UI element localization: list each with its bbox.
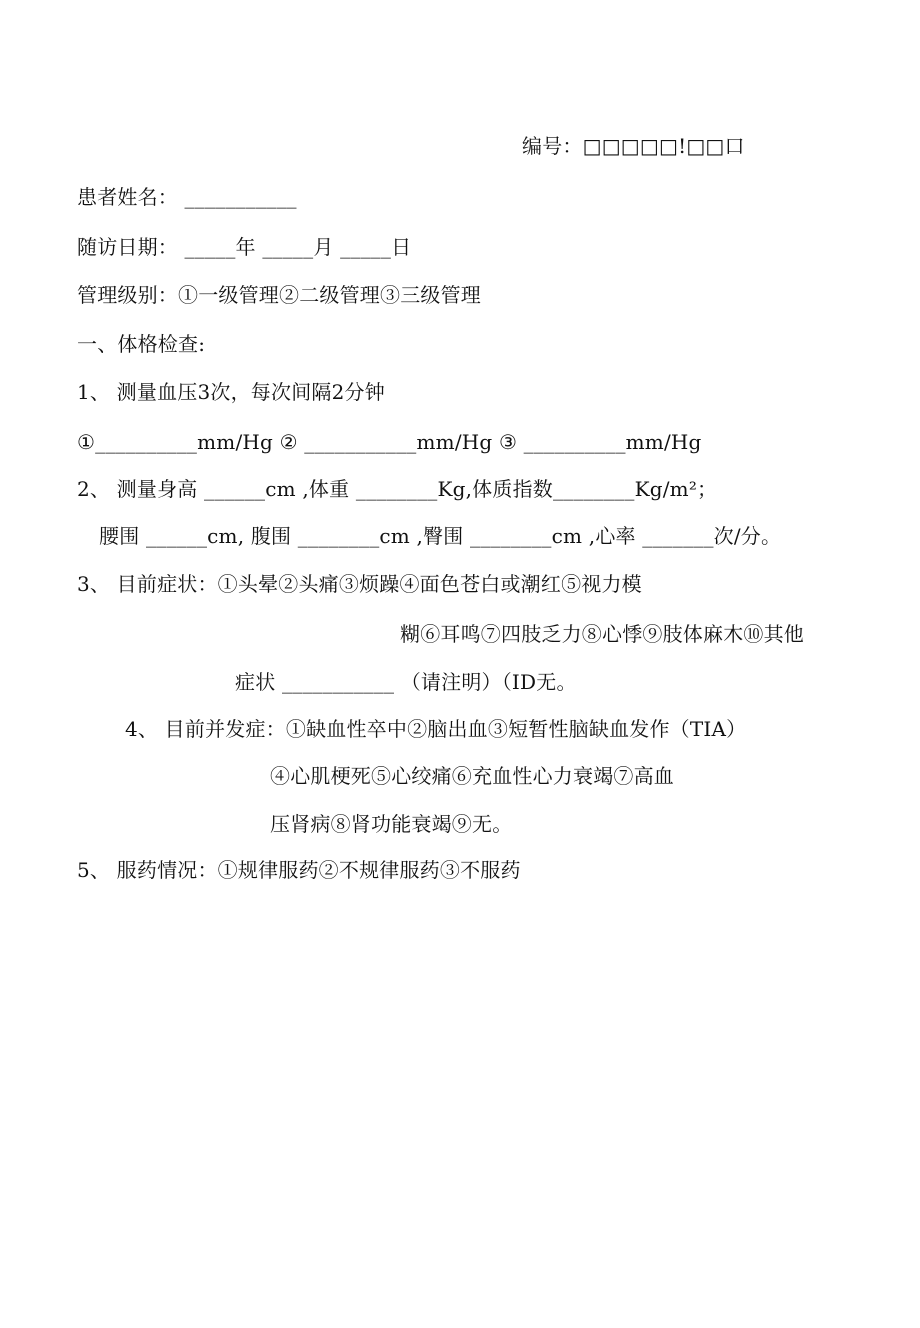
item-4-complications-line-1: 4、 目前并发症：①缺血性卒中②脑出血③短暂性脑缺血发作（TIA） — [125, 717, 747, 741]
blood-pressure-readings-row: ①__________mm/Hg ② ___________mm/Hg ③ __________mm/Hg — [77, 430, 702, 454]
item-2-body-measurements-line-2: 腰围 ______cm, 腹围 ________cm ,臀围 ________cm ,心率 _______次/分。 — [99, 524, 782, 548]
followup-date-field: 随访日期： _____年 _____月 _____日 — [77, 235, 412, 259]
serial-number-label: 编号：□□□□□!□□口 — [522, 134, 745, 158]
item-3-symptoms-line-1: 3、 目前症状：①头晕②头痛③烦躁④面色苍白或潮红⑤视力模 — [77, 572, 642, 596]
item-4-complications-line-2: ④心肌梗死⑤心绞痛⑥充血性心力衰竭⑦高血 — [270, 764, 674, 788]
item-2-body-measurements-line-1: 2、 测量身高 ______cm ,体重 ________Kg,体质指数________Kg/m²； — [77, 477, 718, 501]
item-3-symptoms-line-2: 糊⑥耳鸣⑦四肢乏力⑧心悸⑨肢体麻木⑩其他 — [400, 622, 804, 646]
item-5-medication-status: 5、 服药情况：①规律服药②不规律服药③不服药 — [77, 858, 521, 882]
item-3-symptoms-line-3: 症状 ___________ （请注明）（ID无。 — [235, 670, 577, 694]
item-4-complications-line-3: 压肾病⑧肾功能衰竭⑨无。 — [270, 812, 513, 836]
patient-name-field: 患者姓名： ___________ — [77, 185, 297, 209]
section-heading-physical-exam: 一、体格检查: — [77, 332, 206, 356]
item-1-blood-pressure: 1、 测量血压3次，每次间隔2分钟 — [77, 380, 385, 404]
management-level-field: 管理级别：①一级管理②二级管理③三级管理 — [77, 283, 481, 307]
